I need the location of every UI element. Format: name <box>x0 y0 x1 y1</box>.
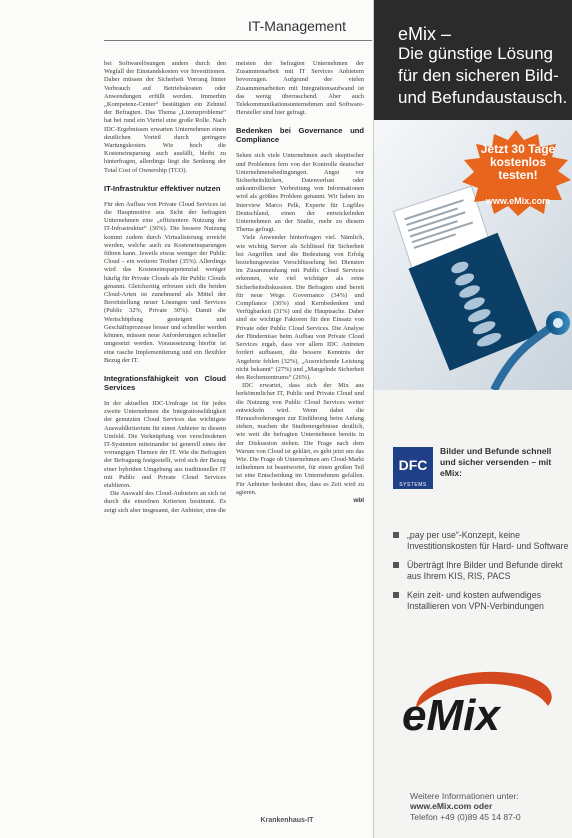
article-paragraph: Sehen sich viele Unternehmen auch skeptischer und Problemen fern von der Kontrolle deutscher Unternehmensbedingungen. Angst vor Sicherheitslücken, Datenverlust oder unkontrollierter Verbreitung von Informationen wird als größtes Problem genannt. Wir haben im Interview Marco Pelk, Experte für Logfiles Deutschland, einen der entwickelnden Unternehmen an der Studie, mehr zu diesem Thema gefragt. <box>236 152 364 234</box>
article-signature: wbl <box>353 496 364 504</box>
emix-logo <box>398 660 558 740</box>
ad-feature-list <box>393 530 571 620</box>
ad-brand: eMix – <box>398 24 452 44</box>
article-paragraph: IDC erwartet, dass sich der Mix aus herkömmlicher IT, Public und Private Cloud und die Nutzung von Public Cloud Services weiter entwickeln wird. Wenn dabei die Herausforderungen zur Einführung beim Anfang stehen, machen die Studienergebnisse deutlich, wie weit die befragten Unternehmen bereits in der Diskussion stehen. Die Frage nach dem Warum von Cloud ist geklärt, es geht jetzt um das Wie. Die Frage ob Unternehmen am Cloud-Markt teilnehmen ist beantwortet, für einen großen Teil ist eine Entscheidung im Unternehmen gefallen. Für Anbieter bedeutet dies, dass es Zeit wird zu agieren. <box>236 382 364 496</box>
article-column-1 <box>104 60 226 515</box>
ad-burst-text <box>470 143 566 182</box>
ad-feature-text: „pay per use“-Konzept, keine Investitionskosten für Hard- und Software <box>407 530 569 551</box>
bullet-square-icon <box>393 532 399 538</box>
burst-line-1: Jetzt 30 Tage <box>480 142 556 156</box>
ad-header <box>374 0 572 120</box>
dfc-systems-sublabel: SYSTEMS <box>399 482 427 488</box>
emix-logo-text: eMix <box>402 691 500 740</box>
ad-burst-url[interactable]: www.eMix.com <box>485 196 551 206</box>
ad-headline-line-3: und Befundaustausch. <box>398 88 568 107</box>
article-subheading: Bedenken bei Governance und Compliance <box>236 126 364 145</box>
ad-footer-line-1: Weitere Informationen unter: <box>410 791 519 801</box>
article-subheading: IT-Infrastruktur effektiver nutzen <box>104 183 221 193</box>
ad-feature-text: Überträgt Ihre Bilder und Befunde direkt aus Ihrem KIS, RIS, PACS <box>407 560 563 581</box>
article-paragraph: bei Softwarelösungen anders durch den Wegfall der Einstandskosten vor Investitionen. Daher müssen der Sicherheit Vorrang hinter Verbrauch auf Betriebskosten oder Anwendungen erfüllt werden. Immerhin „Kompetenz-Center“ bestätigten ein Zehntel der Befragten. Das Thema „Lizenzprobleme“ hat bei rund ein Viertel eine große Rolle. Nach IDC-Ergebnissen erwarten Unternehmen einen deutlichen Vorteil durch geringere Wartungskosten. Wie hoch die Kosteneinsparung auch ausfällt, bleibt zu hinterfragen, allerdings liegt die Senkung der Total Cost of Ownership (TCO). <box>104 60 226 174</box>
footer-publication-mark: Krankenhaus-IT <box>260 817 314 824</box>
article-paragraph: Für den Aufbau von Private Cloud Services ist die Hauptmotive aus Sicht der befragten Unternehmen eine „effizientere Nutzung der IT-Infrastruktur“ (36%). Die bessere Nutzung kommt zudem durch Virtualisierung erreicht werden, welche auch zu Kosteneinsparungen führen kann. Jeweils etwas weniger der Public Cloud – ein weiterer Treiber (35%). Allerdings wird das Kosteneinsparpotenzial weniger häufig für Private Clouds als für Public Clouds genannt. Gleichzeitig erfreuen sich die beiden Cloud-Arten ist zunehmend als Mittel der Bereitstellung neuer Lösungen und Services (Public 32%, Private 30%). Damit die Wertschöpfung gesteigert und Geschäftsprozesse besser und schneller werden können, müssen neue Anforderungen schneller umgesetzt werden. Voraussetzung hierfür ist eine rasche Implementierung und ein flexibler Bezug der IT. <box>104 200 226 364</box>
ad-footer-contact <box>410 791 570 822</box>
ad-feature-item <box>393 530 571 552</box>
ad-feature-item <box>393 560 571 582</box>
ad-intro-text: Bilder und Befunde schnell und sicher versenden – mit eMix: <box>440 446 552 478</box>
bullet-square-icon <box>393 562 399 568</box>
burst-line-2: kostenlos <box>489 155 546 169</box>
ad-feature-text: Kein zeit- und kosten aufwendiges Installieren von VPN-Verbindungen <box>407 590 544 611</box>
article-paragraph: In der aktuellen IDC-Umfrage ist für jedes zweite Unternehmen die Integrationsfähigkeit der genutzten Cloud Services das wichtigste Auswahlkriterium für einen Anbieter in diesem Umfeld. Die Verknüpfung von verschiedenen IT-Systemen miteinander ist generell eines der vorrangigen Themen der IT. Wie die Befragten der Befragung festgestellt, wird sich der Bezug einer hybriden Umgebung aus traditioneller IT mit Public und Private Cloud Services etablieren. <box>104 399 226 489</box>
ad-feature-item <box>393 590 571 612</box>
article-subheading: Integrationsfähigkeit von Cloud Services <box>104 373 226 392</box>
dfc-systems-logo: DFC <box>393 447 433 489</box>
article-column-2 <box>236 60 364 505</box>
article-paragraph: Die Auswahl des Cloud-Anbieters an sich ist durch die einzelnen Kriterien bestimmt. Es zeigt sich aber insgesamt, der Anbieter, eine die <box>104 490 227 514</box>
ad-footer-phone: Telefon +49 (0)89 45 14 87-0 <box>410 811 521 822</box>
section-title: IT-Management <box>247 18 347 34</box>
ad-headline-line-1: Die günstige Lösung <box>398 44 554 63</box>
ad-headline-line-2: für den sicheren Bild- <box>398 66 559 85</box>
article-paragraph: meisten der befragten Unternehmen der Zusammenarbeit mit IT Services Anbietern bevorzugen. Aufgrund der vielen Zusammenarbeiten mit Integrationsaufwand ist das wenig überraschend. Aber auch Telekommunikationsunternehmen und Software-Hersteller sind hier gefragt. <box>236 60 364 117</box>
burst-line-3: testen! <box>498 168 538 182</box>
ad-footer-website[interactable]: www.eMix.com oder <box>410 801 493 812</box>
bullet-square-icon <box>393 592 399 598</box>
header-rule <box>104 40 372 41</box>
article-paragraph: Viele Anwender hinterfragen viel. Nämlich, wie wichtig Server als Schlüssel für Sicherheit bei Angriffen und die Bedeutung von Erfolg beziehungsweise Verschlüsselung bei Diensten im Zusammenhang mit Public Cloud Services erkennen, wie viel wichtiger als reine Sicherheitsdiskussion. Die Befragten sind bereit für neue Wege. Governance (34%) und Compliance (36%) sind Kernbedenken und Verfügbarkeit (31%) und die Hauptsache. Daher sind sie wichtige Faktoren für den Einsatz von Private oder Public Cloud Services. Die Analyse der Hindernisse beim Aufbau von Private Cloud Services ergab, dass vor allem IDC Antreten fordert aufbauen, die bessere Kenntnis der Angebote fehlen (32%), „Ausreichende Leistung nicht bekannt“ (27%) und „Mangelnde Sicherheit des Rechenzentrums“ (26%). <box>236 234 364 381</box>
